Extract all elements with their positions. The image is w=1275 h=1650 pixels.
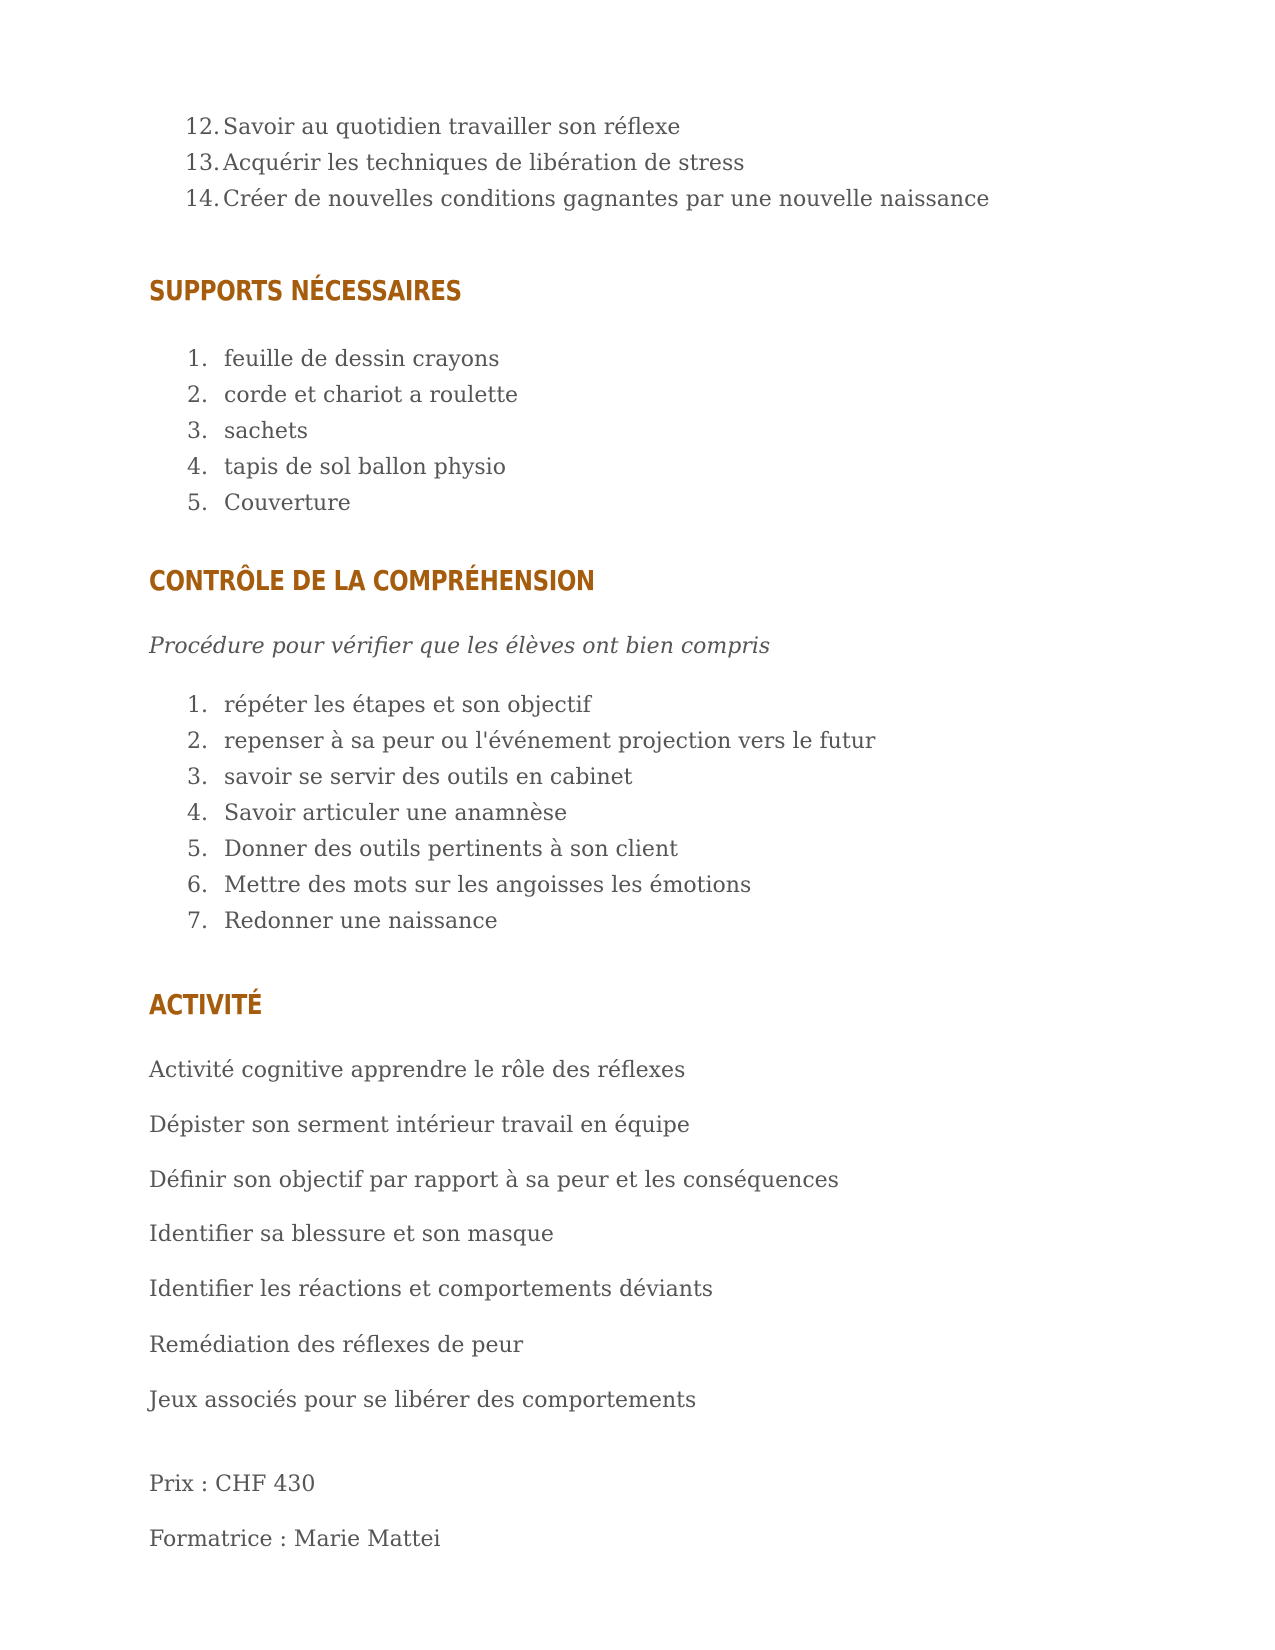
list-number: 5. [187, 491, 208, 516]
list-number: 7. [187, 909, 208, 934]
list-item [149, 378, 518, 414]
list-number: 5. [187, 837, 208, 862]
activite-paragraph: Jeux associés pour se libérer des comportements [149, 1388, 697, 1413]
list-item-text: Créer de nouvelles conditions gagnantes par une nouvelle naissance [223, 187, 990, 212]
list-item-text: repenser à sa peur ou l'événement projection vers le futur [224, 729, 876, 754]
price-text: Prix : CHF 430 [149, 1472, 316, 1497]
list-item-text: Mettre des mots sur les angoisses les émotions [224, 873, 752, 898]
activite-paragraph: Définir son objectif par rapport à sa peur et les conséquences [149, 1168, 839, 1193]
list-item-text: tapis de sol ballon physio [224, 455, 506, 480]
list-item-text: corde et chariot a roulette [224, 383, 519, 408]
list-number: 6. [187, 873, 208, 898]
list-number: 2. [187, 383, 208, 408]
list-item-text: sachets [224, 419, 309, 444]
list-item [149, 688, 875, 724]
list-item [149, 486, 518, 522]
trainer-text: Formatrice : Marie Mattei [149, 1527, 441, 1552]
list-item [149, 146, 989, 182]
list-item-text: Acquérir les techniques de libération de stress [223, 151, 745, 176]
activite-heading: ACTIVITÉ [149, 988, 263, 1021]
controle-list [149, 688, 875, 940]
activite-paragraph: Identifier sa blessure et son masque [149, 1222, 554, 1247]
list-number: 3. [187, 419, 208, 444]
supports-list [149, 342, 518, 522]
list-number: 14. [185, 187, 220, 212]
list-item [149, 796, 875, 832]
list-item [149, 342, 518, 378]
list-number: 4. [187, 455, 208, 480]
list-number: 2. [187, 729, 208, 754]
list-item-text: Redonner une naissance [224, 909, 498, 934]
list-item-text: Couverture [224, 491, 351, 516]
list-number: 3. [187, 765, 208, 790]
list-item [149, 904, 875, 940]
list-item-text: Donner des outils pertinents à son client [224, 837, 678, 862]
supports-heading: SUPPORTS NÉCESSAIRES [149, 274, 462, 307]
list-item-text: savoir se servir des outils en cabinet [224, 765, 633, 790]
list-item-text: Savoir au quotidien travailler son réflexe [223, 115, 681, 140]
list-number: 13. [185, 151, 220, 176]
list-item-text: Savoir articuler une anamnèse [224, 801, 568, 826]
list-item [149, 414, 518, 450]
list-item [149, 182, 989, 218]
activite-paragraph: Activité cognitive apprendre le rôle des réflexes [149, 1058, 686, 1083]
list-number: 1. [187, 693, 208, 718]
list-item-text: feuille de dessin crayons [224, 347, 500, 372]
list-item [149, 760, 875, 796]
objectives-list-continued [149, 110, 989, 218]
list-item [149, 110, 989, 146]
activite-paragraph: Remédiation des réflexes de peur [149, 1333, 524, 1358]
list-item-text: répéter les étapes et son objectif [224, 693, 591, 718]
list-number: 12. [185, 115, 220, 140]
list-number: 1. [187, 347, 208, 372]
activite-paragraph: Dépister son serment intérieur travail en équipe [149, 1113, 690, 1138]
controle-intro: Procédure pour vérifier que les élèves ont bien compris [149, 634, 771, 659]
list-item [149, 450, 518, 486]
list-item [149, 868, 875, 904]
list-item [149, 724, 875, 760]
controle-heading: CONTRÔLE DE LA COMPRÉHENSION [149, 564, 595, 597]
list-number: 4. [187, 801, 208, 826]
list-item [149, 832, 875, 868]
activite-paragraph: Identifier les réactions et comportements déviants [149, 1277, 714, 1302]
